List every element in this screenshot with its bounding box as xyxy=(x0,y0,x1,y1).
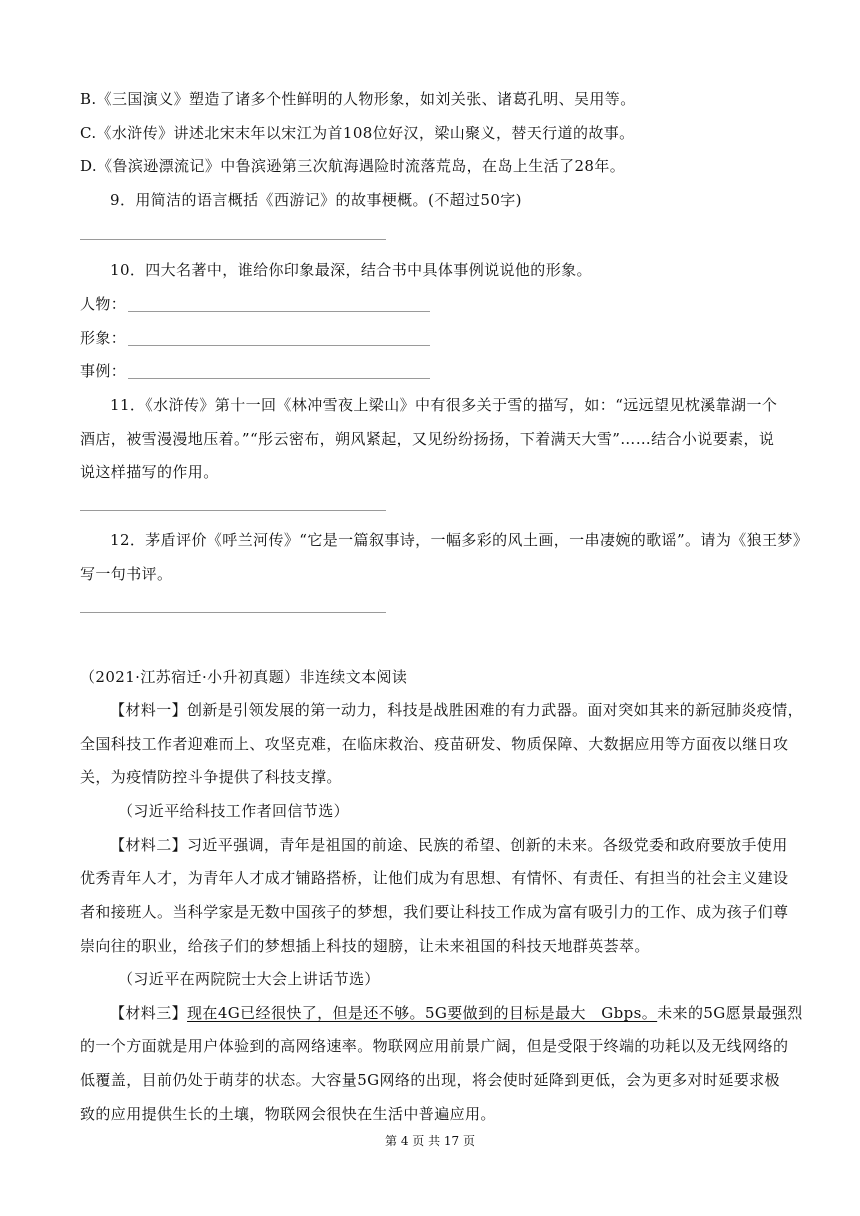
option-d: D.《鲁滨逊漂流记》中鲁滨逊第三次航海遇险时流落荒岛，在岛上生活了28年。 xyxy=(80,157,626,175)
material-3-line-3: 低覆盖，目前仍处于萌芽的状态。大容量5G网络的出现，将会使时延降到更低，会为更多对时延要求极 xyxy=(80,1071,780,1089)
material-1-line-2: 全国科技工作者迎难而上、攻坚克难，在临床救治、疫苗研发、物质保障、大数据应用等方面夜以继日攻 xyxy=(80,735,789,753)
question-10: 10．四大名著中，谁给你印象最深，结合书中具体事例说说他的形象。 xyxy=(110,261,592,279)
question-11-line-1: 11．《水浒传》第十一回《林冲雪夜上梁山》中有很多关于雪的描写，如：“远远望见枕溪靠湖一个 xyxy=(110,396,778,414)
field-example xyxy=(80,361,430,381)
question-9: 9．用简洁的语言概括《西游记》的故事梗概。(不超过50字) xyxy=(110,191,522,209)
answer-line-q11[interactable] xyxy=(80,510,386,511)
material-3-line-2: 的一个方面就是用户体验到的高网络速率。物联网应用前景广阔，但是受限于终端的功耗以及无线网络的 xyxy=(80,1037,789,1055)
reading-heading: （2021·江苏宿迁·小升初真题）非连续文本阅读 xyxy=(80,668,408,686)
field-example-label: 事例： xyxy=(80,362,127,380)
field-person-label: 人物： xyxy=(80,295,127,313)
material-3-underlined-text: 现在4G已经很快了，但是还不够。5G要做到的目标是最大 Gbps。 xyxy=(187,1004,658,1022)
material-3-line-1 xyxy=(110,1003,803,1023)
field-image-label: 形象： xyxy=(80,329,127,347)
question-11-line-3: 说这样描写的作用。 xyxy=(80,463,219,481)
field-person-blank[interactable] xyxy=(128,311,430,312)
page-number-footer: 第 4 页 共 17 页 xyxy=(385,1134,475,1148)
answer-line-q12[interactable] xyxy=(80,612,386,613)
material-1-line-3: 关，为疫情防控斗争提供了科技支撑。 xyxy=(80,768,342,786)
material-3-label: 【材料三】 xyxy=(110,1004,188,1022)
question-11-line-2: 酒店，被雪漫漫地压着。”“彤云密布，朔风紧起，又见纷纷扬扬，下着满天大雪”……结合小说要素，说 xyxy=(80,430,775,448)
material-2-line-4: 崇向往的职业，给孩子们的梦想插上科技的翅膀，让未来祖国的科技天地群英荟萃。 xyxy=(80,937,650,955)
field-image xyxy=(80,328,430,348)
field-image-blank[interactable] xyxy=(128,345,430,346)
material-3-text: 未来的5G愿景最强烈 xyxy=(657,1004,803,1022)
field-example-blank[interactable] xyxy=(128,378,430,379)
material-2-line-2: 优秀青年人才，为青年人才成才铺路搭桥，让他们成为有思想、有情怀、有责任、有担当的社会主义建设 xyxy=(80,869,789,887)
material-3-line-4: 致的应用提供生长的土壤，物联网会很快在生活中普遍应用。 xyxy=(80,1105,496,1123)
question-12-line-1: 12．茅盾评价《呼兰河传》“它是一篇叙事诗，一幅多彩的风土画，一串凄婉的歌谣”。请为《狼王梦》 xyxy=(110,531,809,549)
field-person xyxy=(80,294,430,314)
material-2-line-3: 者和接班人。当科学家是无数中国孩子的梦想，我们要让科技工作成为富有吸引力的工作、成为孩子们尊 xyxy=(80,903,789,921)
option-c: C.《水浒传》讲述北宋末年以宋江为首108位好汉，梁山聚义，替天行道的故事。 xyxy=(80,124,635,142)
question-12-line-2: 写一句书评。 xyxy=(80,565,173,583)
material-2-line-1: 【材料二】习近平强调，青年是祖国的前途、民族的希望、创新的未来。各级党委和政府要放手使用 xyxy=(110,836,788,854)
answer-line-q9[interactable] xyxy=(80,239,386,240)
option-b: B.《三国演义》塑造了诸多个性鲜明的人物形象，如刘关张、诸葛孔明、吴用等。 xyxy=(80,90,636,108)
material-1-line-1: 【材料一】创新是引领发展的第一动力，科技是战胜困难的有力武器。面对突如其来的新冠肺炎疫情， xyxy=(110,701,804,719)
material-1-source: （习近平给科技工作者回信节选） xyxy=(118,802,350,820)
material-2-source: （习近平在两院院士大会上讲话节选） xyxy=(118,970,380,988)
